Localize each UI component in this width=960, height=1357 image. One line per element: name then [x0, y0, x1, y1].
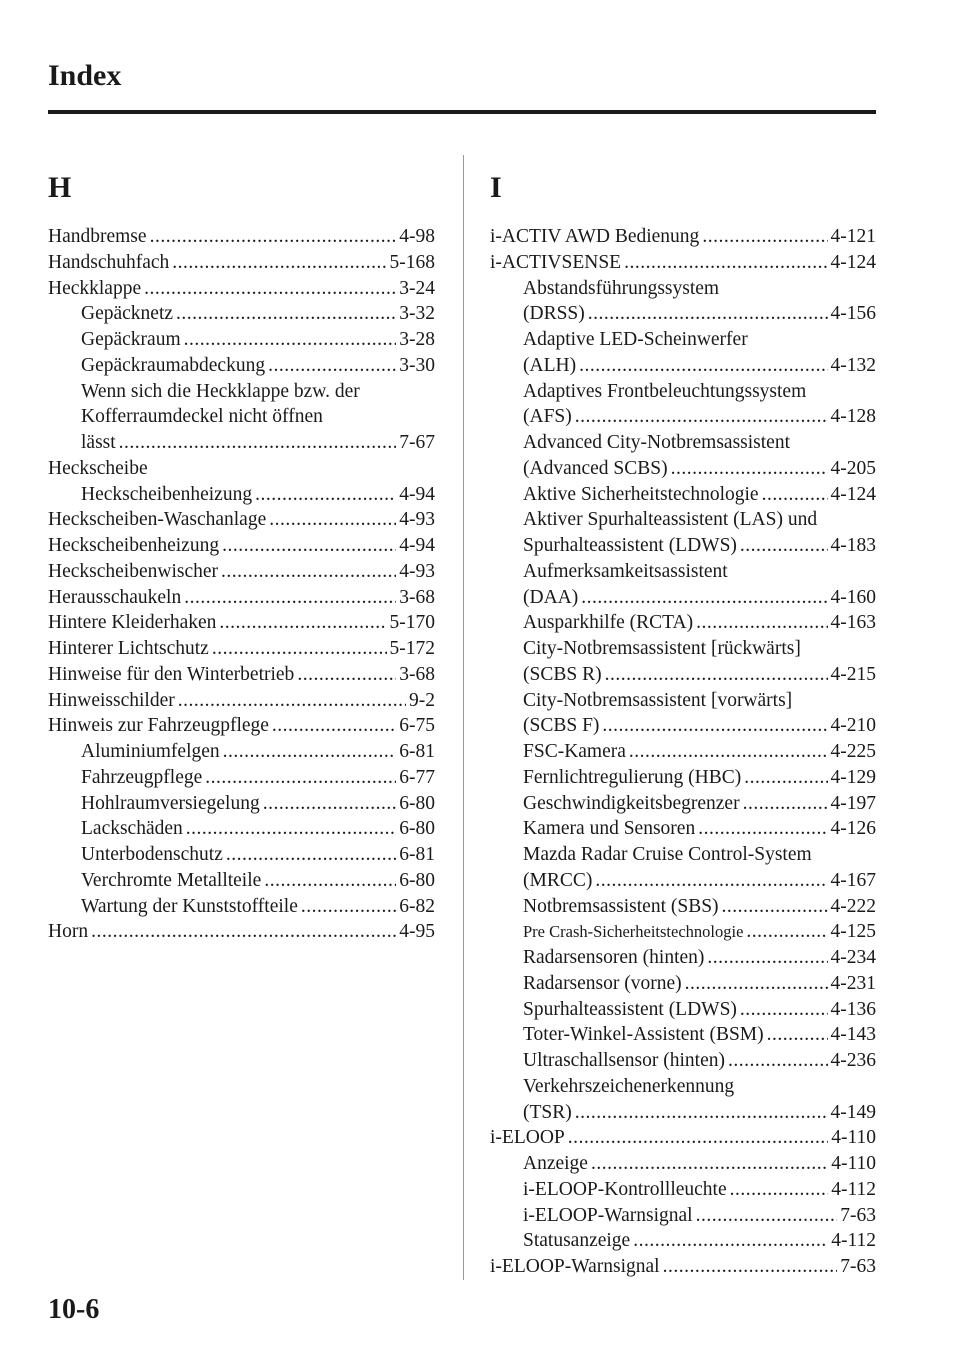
index-entry	[490, 353, 876, 379]
index-entry-term: Herausschaukeln	[48, 586, 182, 608]
index-entry-page: 4-124	[830, 483, 876, 505]
index-entry	[48, 276, 435, 302]
index-entry-term: Heckscheibenwischer	[48, 560, 219, 582]
index-entry	[490, 430, 876, 456]
dot-leader	[264, 868, 396, 894]
page-title: Index	[48, 59, 122, 92]
index-entry-term: i-ELOOP	[490, 1127, 565, 1149]
index-entry	[490, 971, 876, 997]
index-entry-page: 4-128	[830, 406, 876, 428]
index-entry	[490, 1254, 876, 1280]
index-entry	[48, 456, 435, 482]
index-entry-term: i-ELOOP-Warnsignal	[523, 1204, 693, 1226]
index-entry	[490, 224, 876, 250]
index-entry-page: 4-136	[830, 998, 876, 1020]
index-entry-term: Statusanzeige	[523, 1230, 631, 1252]
dot-leader	[762, 482, 828, 508]
index-entry	[48, 610, 435, 636]
index-entry-term: Ausparkhilfe (RCTA)	[523, 612, 694, 634]
index-entry-term: i-ACTIV AWD Bedienung	[490, 226, 700, 247]
index-entry	[490, 482, 876, 508]
index-entry	[490, 662, 876, 688]
index-entry-page: 4-234	[830, 947, 876, 968]
index-entry-page: 4-112	[831, 1178, 876, 1200]
index-entry-page: 9-2	[409, 689, 435, 711]
index-entry	[48, 894, 435, 920]
index-entry	[48, 688, 435, 714]
index-entry-term: i-ELOOP-Warnsignal	[490, 1256, 660, 1277]
index-entry-page: 4-156	[830, 303, 876, 325]
dot-leader	[269, 507, 396, 533]
index-entry	[48, 585, 435, 611]
index-entry	[48, 250, 435, 276]
dot-leader	[671, 456, 828, 482]
dot-leader	[144, 276, 396, 302]
dot-leader	[722, 894, 828, 920]
index-entry-page: 7-67	[399, 432, 435, 453]
index-entry	[490, 1203, 876, 1229]
index-entry	[490, 1074, 876, 1100]
dot-leader	[579, 353, 827, 379]
index-entry-term: Aktiver Spurhalteassistent (LAS) und	[523, 509, 818, 531]
index-entry	[490, 688, 876, 714]
index-entry-page: 4-121	[830, 226, 876, 247]
index-entry	[48, 713, 435, 739]
index-entry	[48, 559, 435, 585]
index-entry-term: (DRSS)	[523, 303, 585, 325]
index-entry-page: 6-80	[399, 818, 435, 840]
index-entry	[490, 327, 876, 353]
index-entry-term: City-Notbremsassistent [rückwärts]	[523, 638, 801, 659]
dot-leader	[595, 868, 827, 894]
section-letter: I	[490, 171, 502, 204]
index-entry-page: 4-124	[830, 251, 876, 273]
index-entry	[48, 791, 435, 817]
index-entry	[48, 868, 435, 894]
index-entry-page: 4-143	[830, 1024, 876, 1046]
index-entry-term: Verchromte Metallteile	[81, 869, 262, 891]
dot-leader	[184, 327, 397, 353]
index-entry	[490, 894, 876, 920]
index-entry	[490, 1151, 876, 1177]
dot-leader	[150, 224, 397, 250]
index-entry	[48, 379, 435, 405]
index-entry-page: 4-98	[399, 226, 435, 247]
index-entry-term: Kamera und Sensoren	[523, 818, 696, 840]
index-entry-page: 4-215	[830, 663, 876, 685]
index-entry	[490, 791, 876, 817]
dot-leader	[728, 1048, 828, 1074]
dot-leader	[740, 997, 828, 1023]
index-entry-page: 5-170	[389, 612, 435, 634]
dot-leader	[172, 250, 386, 276]
index-entry-page: 4-129	[830, 766, 876, 788]
dot-leader	[176, 301, 396, 327]
dot-leader	[268, 353, 396, 379]
index-entry	[48, 765, 435, 791]
index-entry	[48, 224, 435, 250]
column-divider	[463, 155, 464, 1280]
index-entry-page: 6-80	[399, 792, 435, 814]
index-entry-term: (AFS)	[523, 406, 572, 428]
dot-leader	[297, 662, 396, 688]
index-entry	[48, 636, 435, 662]
index-entry	[490, 816, 876, 842]
index-entry-term: Fahrzeugpflege	[81, 766, 203, 788]
dot-leader	[575, 404, 828, 430]
dot-leader	[186, 816, 396, 842]
header-rule	[48, 110, 876, 114]
index-entry	[490, 559, 876, 585]
dot-leader	[178, 688, 406, 714]
index-entry	[490, 379, 876, 405]
index-entry-term: Ultraschallsensor (hinten)	[523, 1050, 725, 1071]
index-entry-page: 4-95	[399, 921, 435, 943]
dot-leader	[581, 585, 827, 611]
index-entry-term: (MRCC)	[523, 869, 593, 891]
index-entry-page: 3-30	[399, 354, 435, 376]
index-entry	[490, 1022, 876, 1048]
dot-leader	[591, 1151, 828, 1177]
dot-leader	[746, 919, 827, 945]
index-entry-term: Hintere Kleiderhaken	[48, 612, 217, 634]
index-entry-term: Mazda Radar Cruise Control-System	[523, 844, 812, 865]
index-column-left	[48, 168, 435, 945]
index-entry-page: 6-82	[399, 895, 435, 917]
index-entry	[490, 404, 876, 430]
index-entry-page: 7-63	[840, 1204, 876, 1226]
dot-leader	[588, 301, 828, 327]
index-entry-term: Spurhalteassistent (LDWS)	[523, 998, 737, 1020]
index-entry	[490, 1048, 876, 1074]
index-entry	[48, 919, 435, 945]
index-entry-list	[48, 224, 435, 945]
dot-leader	[767, 1022, 828, 1048]
index-entry	[490, 636, 876, 662]
index-entry-page: 3-24	[399, 277, 435, 299]
index-entry	[490, 739, 876, 765]
index-entry-term: (DAA)	[523, 586, 579, 608]
index-entry-term: Anzeige	[523, 1153, 588, 1174]
index-entry	[48, 739, 435, 765]
index-entry	[490, 301, 876, 327]
dot-leader	[301, 894, 396, 920]
index-entry	[48, 507, 435, 533]
dot-leader	[219, 610, 386, 636]
index-entry	[490, 713, 876, 739]
index-entry-page: 7-63	[840, 1256, 876, 1277]
dot-leader	[575, 1100, 828, 1126]
index-entry-term: Fernlichtregulierung (HBC)	[523, 766, 742, 788]
index-entry-term: Heckscheibenheizung	[48, 535, 220, 556]
index-entry-term: Hinweisschilder	[48, 689, 175, 711]
index-entry-term: (TSR)	[523, 1101, 572, 1123]
index-entry	[48, 301, 435, 327]
index-entry-page: 3-32	[399, 303, 435, 325]
index-entry-term: lässt	[81, 432, 116, 453]
index-entry-page: 4-94	[399, 535, 435, 556]
dot-leader	[743, 791, 828, 817]
index-column-right	[490, 168, 876, 1280]
index-entry-term: Spurhalteassistent (LDWS)	[523, 535, 737, 556]
index-entry-term: Kofferraumdeckel nicht öffnen	[81, 406, 323, 428]
index-entry-page: 4-149	[830, 1101, 876, 1123]
dot-leader	[212, 636, 387, 662]
index-entry-term: Heckscheibe	[48, 457, 148, 479]
index-entry-term: Radarsensor (vorne)	[523, 972, 682, 994]
index-entry-term: Gepäcknetz	[81, 303, 174, 325]
dot-leader	[696, 1203, 838, 1229]
index-entry-term: Horn	[48, 921, 89, 943]
dot-leader	[263, 791, 397, 817]
section-letter: H	[48, 171, 72, 204]
index-entry	[490, 507, 876, 533]
index-entry-term: Pre Crash-Sicherheitstechnologie	[523, 922, 744, 942]
dot-leader	[602, 713, 827, 739]
index-entry	[490, 765, 876, 791]
dot-leader	[702, 224, 827, 250]
index-entry-term: Abstandsführungssystem	[523, 277, 720, 299]
dot-leader	[184, 585, 396, 611]
index-entry-page: 5-168	[389, 251, 435, 273]
index-entry-term: Handbremse	[48, 226, 147, 247]
index-entry-page: 4-236	[830, 1050, 876, 1071]
index-entry-page: 4-222	[830, 895, 876, 917]
index-entry-term: Aluminiumfelgen	[81, 741, 220, 762]
dot-leader	[698, 816, 827, 842]
index-entry	[48, 404, 435, 430]
index-entry-page: 4-205	[830, 457, 876, 479]
index-entry-page: 3-68	[399, 663, 435, 685]
index-entry	[490, 456, 876, 482]
index-entry-term: City-Notbremsassistent [vorwärts]	[523, 689, 793, 711]
dot-leader	[744, 765, 827, 791]
index-entry-page: 6-81	[399, 741, 435, 762]
dot-leader	[629, 739, 828, 765]
index-entry-term: Unterbodenschutz	[81, 844, 223, 865]
index-entry-term: Gepäckraumabdeckung	[81, 354, 266, 376]
index-entry	[490, 610, 876, 636]
index-entry-page: 6-81	[399, 844, 435, 865]
index-entry-page: 4-132	[830, 354, 876, 376]
index-entry	[490, 1125, 876, 1151]
index-entry-page: 4-197	[830, 792, 876, 814]
index-entry-term: (Advanced SCBS)	[523, 457, 668, 479]
index-entry-term: Wartung der Kunststoffteile	[81, 895, 298, 917]
index-entry	[490, 919, 876, 945]
dot-leader	[740, 533, 828, 559]
index-entry-term: Radarsensoren (hinten)	[523, 947, 705, 968]
index-entry-page: 3-28	[399, 329, 435, 350]
dot-leader	[222, 533, 396, 559]
index-entry-page: 4-112	[831, 1230, 876, 1252]
index-entry	[48, 353, 435, 379]
index-entry-page: 4-183	[830, 535, 876, 556]
index-entry	[490, 997, 876, 1023]
dot-leader	[91, 919, 396, 945]
index-entry	[490, 945, 876, 971]
dot-leader	[605, 662, 828, 688]
index-entry-page: 4-160	[830, 586, 876, 608]
index-entry	[490, 1228, 876, 1254]
index-entry-term: (SCBS F)	[523, 715, 600, 737]
index-entry-term: Adaptive LED-Scheinwerfer	[523, 329, 748, 350]
index-entry-term: Wenn sich die Heckklappe bzw. der	[81, 380, 360, 402]
index-entry-page: 4-110	[831, 1153, 876, 1174]
index-entry-page: 4-163	[830, 612, 876, 634]
index-entry	[48, 482, 435, 508]
index-entry-page: 6-80	[399, 869, 435, 891]
dot-leader	[119, 430, 397, 456]
index-entry-term: (ALH)	[523, 354, 577, 376]
dot-leader	[663, 1254, 838, 1280]
index-entry-term: Heckscheiben-Waschanlage	[48, 509, 267, 531]
index-entry-term: Toter-Winkel-Assistent (BSM)	[523, 1024, 764, 1046]
index-entry	[490, 1177, 876, 1203]
index-entry	[48, 533, 435, 559]
index-entry-page: 4-93	[399, 560, 435, 582]
index-entry-term: i-ELOOP-Kontrollleuchte	[523, 1178, 727, 1200]
index-entry-term: Gepäckraum	[81, 329, 181, 350]
index-entry	[48, 816, 435, 842]
index-entry-page: 4-167	[830, 869, 876, 891]
index-entry-term: Handschuhfach	[48, 251, 170, 273]
index-entry	[490, 250, 876, 276]
index-entry-term: (SCBS R)	[523, 663, 602, 685]
index-entry	[48, 430, 435, 456]
index-entry-term: Advanced City-Notbremsassistent	[523, 432, 790, 453]
index-entry-page: 4-210	[830, 715, 876, 737]
dot-leader	[272, 713, 396, 739]
index-entry-page: 6-77	[399, 766, 435, 788]
index-entry-page: 4-126	[830, 818, 876, 840]
dot-leader	[624, 250, 827, 276]
dot-leader	[223, 739, 397, 765]
dot-leader	[633, 1228, 828, 1254]
dot-leader	[696, 610, 827, 636]
index-entry-page: 4-110	[831, 1127, 876, 1149]
index-entry	[490, 842, 876, 868]
index-entry-term: Lackschäden	[81, 818, 183, 840]
index-entry	[490, 585, 876, 611]
index-entry-term: Hinweis zur Fahrzeugpflege	[48, 715, 269, 737]
index-entry-term: Aktive Sicherheitstechnologie	[523, 483, 759, 505]
index-entry	[490, 1100, 876, 1126]
index-entry	[48, 662, 435, 688]
index-entry-term: Geschwindigkeitsbegrenzer	[523, 792, 740, 814]
index-entry-page: 3-68	[399, 586, 435, 608]
index-entry	[490, 533, 876, 559]
index-entry	[490, 868, 876, 894]
index-entry-term: Heckklappe	[48, 277, 142, 299]
index-entry-term: Hinweise für den Winterbetrieb	[48, 663, 295, 685]
index-entry-page: 4-225	[830, 741, 876, 762]
index-entry-term: Heckscheibenheizung	[81, 483, 253, 505]
dot-leader	[707, 945, 827, 971]
page-number: 10-6	[48, 1294, 100, 1325]
index-entry-term: Hinterer Lichtschutz	[48, 638, 209, 659]
dot-leader	[205, 765, 396, 791]
index-entry-term: FSC-Kamera	[523, 741, 626, 762]
index-entry-list	[490, 224, 876, 1280]
index-entry-page: 4-231	[830, 972, 876, 994]
index-entry-term: Notbremsassistent (SBS)	[523, 895, 719, 917]
index-entry-term: i-ACTIVSENSE	[490, 251, 622, 273]
index-entry	[48, 842, 435, 868]
index-entry-term: Verkehrszeichenerkennung	[523, 1075, 735, 1097]
dot-leader	[568, 1125, 828, 1151]
index-entry-term: Hohlraumversiegelung	[81, 792, 260, 814]
index-entry	[48, 327, 435, 353]
dot-leader	[221, 559, 396, 585]
dot-leader	[730, 1177, 829, 1203]
dot-leader	[255, 482, 396, 508]
index-entry-page: 5-172	[389, 638, 435, 659]
index-entry-page: 4-93	[399, 509, 435, 531]
index-entry-page: 4-125	[830, 921, 876, 943]
dot-leader	[685, 971, 828, 997]
dot-leader	[226, 842, 396, 868]
index-entry-page: 6-75	[399, 715, 435, 737]
index-entry-term: Adaptives Frontbeleuchtungssystem	[523, 380, 807, 402]
index-entry-page: 4-94	[399, 483, 435, 505]
index-entry	[490, 276, 876, 302]
index-entry-term: Aufmerksamkeitsassistent	[523, 560, 728, 582]
